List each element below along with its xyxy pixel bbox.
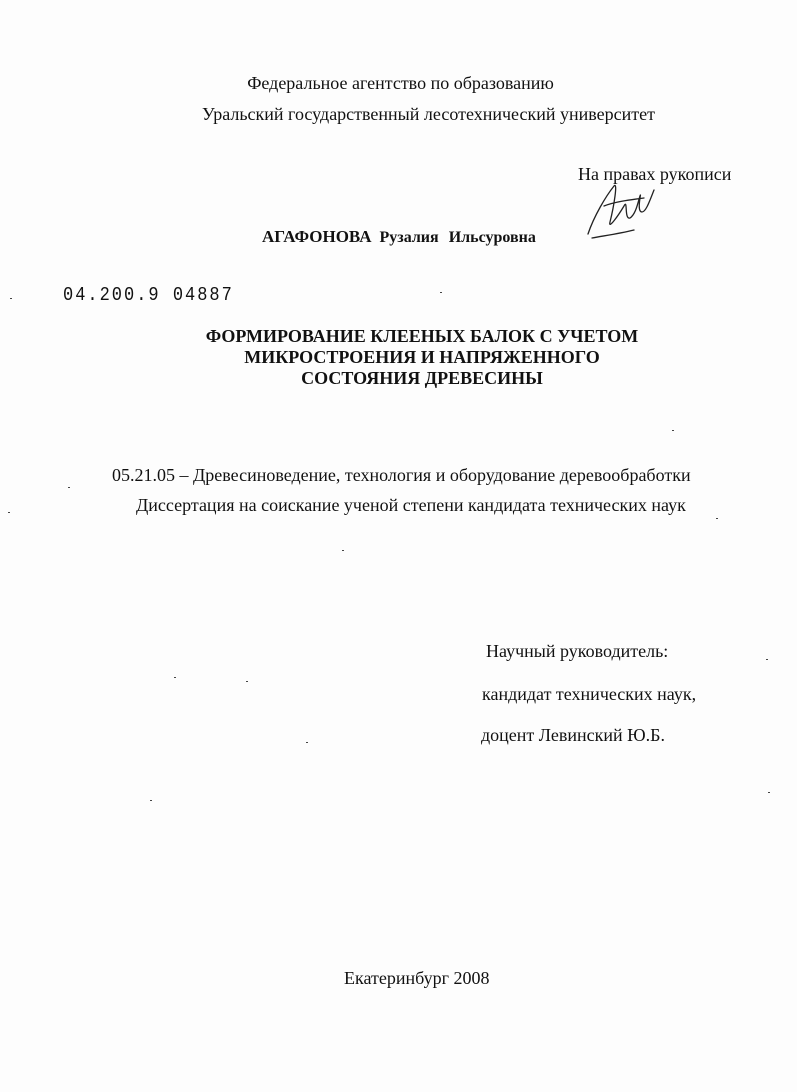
rights-note: На правах рукописи — [578, 164, 732, 184]
author-name — [262, 226, 536, 249]
supervisor-label: Научный руководитель: — [486, 641, 669, 661]
dissertation-title — [0, 326, 797, 389]
title-line: ФОРМИРОВАНИЕ КЛЕЕНЫХ БАЛОК С УЧЕТОМ — [205, 326, 639, 346]
author-surname: АГАФОНОВА — [262, 227, 372, 246]
specialty-code: 05.21.05 – Древесиноведение, технология и оборудование деревообработки — [112, 465, 691, 485]
agency-name: Федеральное агентство по образованию — [247, 73, 554, 93]
scan-speck — [10, 298, 12, 299]
scan-speck — [306, 742, 308, 743]
city-year: Екатеринбург 2008 — [344, 968, 490, 988]
title-line: СОСТОЯНИЯ ДРЕВЕСИНЫ — [301, 368, 543, 388]
scan-speck — [672, 430, 674, 431]
scan-speck — [768, 792, 770, 793]
supervisor-degree: кандидат технических наук, — [482, 684, 697, 704]
scan-speck — [440, 292, 442, 293]
scan-speck — [174, 677, 176, 678]
scan-speck — [716, 518, 718, 519]
scan-speck — [150, 800, 152, 801]
author-patronymic: Ильсуровна — [448, 229, 536, 246]
university-name: Уральский государственный лесотехнический университет — [202, 104, 655, 124]
dissertation-type: Диссертация на соискание ученой степени кандидата технических наук — [136, 495, 686, 515]
signature-icon — [584, 176, 664, 246]
scan-speck — [342, 550, 344, 551]
scan-speck — [8, 512, 10, 513]
library-stamp-number: 04.200.9 04887 — [63, 285, 234, 307]
author-given-name: Рузалия — [379, 229, 439, 246]
supervisor-name: доцент Левинский Ю.Б. — [481, 725, 665, 745]
title-line: МИКРОСТРОЕНИЯ И НАПРЯЖЕННОГО — [244, 347, 600, 367]
scan-speck — [246, 681, 248, 682]
scan-speck — [766, 659, 768, 660]
scan-speck — [68, 487, 70, 488]
